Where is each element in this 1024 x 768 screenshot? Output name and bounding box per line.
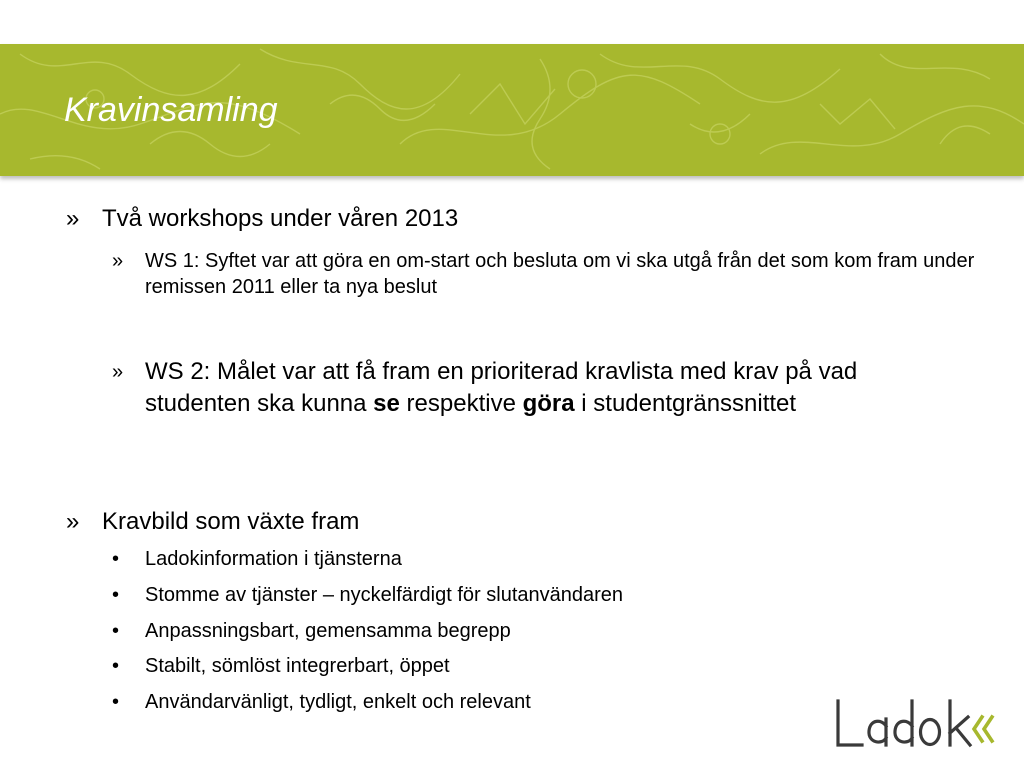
- bullet-workshops: [66, 204, 458, 233]
- bullet-dot: •: [112, 620, 120, 642]
- bullet-text: WS 1: Syftet var att göra en om-start och besluta om vi ska utgå från det som kom fram under remissen 2011 eller ta nya beslut: [145, 250, 975, 298]
- logo-text: [1002, 697, 1003, 698]
- slide-title: Kravinsamling: [64, 91, 278, 129]
- bullet-text: Stabilt, sömlöst integrerbart, öppet: [145, 655, 450, 677]
- bullet-dot: •: [112, 691, 120, 713]
- double-chevron-icon: [974, 717, 992, 741]
- bullet-marker: »: [66, 508, 80, 535]
- bullet-dot: •: [112, 548, 120, 570]
- bullet-text: [145, 356, 945, 420]
- ladok-logo-graphic: [832, 697, 1002, 753]
- bullet-text: Anpassningsbart, gemensamma begrepp: [145, 620, 511, 642]
- list-item: [112, 582, 623, 608]
- ws2-text-c: i studentgränssnittet: [574, 390, 797, 417]
- list-item: [112, 546, 402, 572]
- list-item: [112, 618, 511, 644]
- bullet-text: Två workshops under våren 2013: [102, 205, 459, 232]
- list-item: [112, 689, 531, 715]
- list-item: [112, 653, 450, 679]
- bullet-marker: »: [112, 250, 124, 272]
- bullet-marker: »: [66, 205, 80, 232]
- bullet-marker: »: [112, 361, 124, 383]
- bullet-text: Användarvänligt, tydligt, enkelt och relevant: [145, 691, 531, 713]
- ws2-text-b: respektive: [399, 390, 523, 417]
- bullet-text: Stomme av tjänster – nyckelfärdigt för slutanvändaren: [145, 584, 624, 606]
- ws2-bold-se: se: [373, 390, 400, 417]
- ws2-bold-gora: göra: [522, 390, 575, 417]
- ws2-text-a: WS 2: Målet var att få fram en prioriterad kravlista med krav på vad studenten ska kunna: [145, 358, 858, 417]
- ladok-logo: [832, 697, 1002, 758]
- bullet-dot: •: [112, 584, 120, 606]
- bullet-kravbild: [66, 507, 359, 536]
- sub-bullet-ws1: [112, 248, 975, 300]
- bullet-dot: •: [112, 655, 120, 677]
- sub-bullet-ws2: [112, 356, 945, 420]
- bullet-text: Kravbild som växte fram: [102, 508, 360, 535]
- bullet-text: Ladokinformation i tjänsterna: [145, 548, 402, 570]
